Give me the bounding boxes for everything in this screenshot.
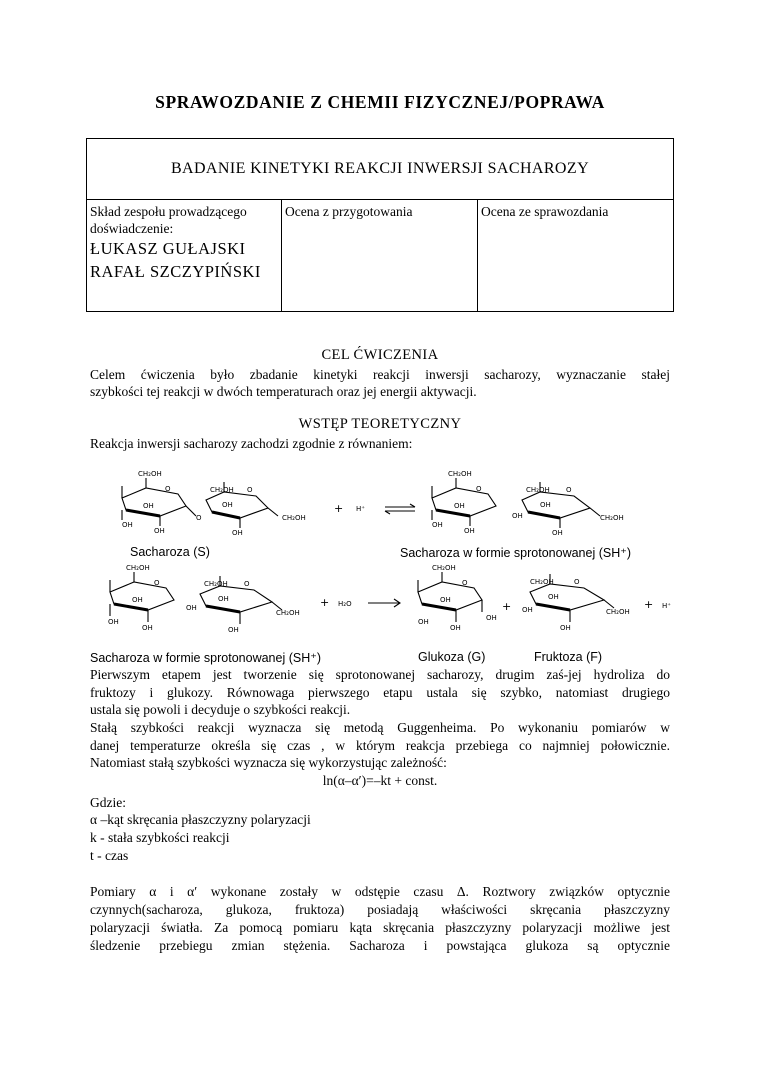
lbl-oh: OH [522,606,533,614]
lbl-oh: OH [132,596,143,604]
lbl-ch2oh: CH₂OH [530,578,554,586]
lbl-o: O [165,485,171,493]
lbl-ch2oh: CH₂OH [606,608,630,616]
lbl-plus: + [502,600,512,613]
document-title: SPRAWOZDANIE Z CHEMII FIZYCZNEJ/POPRAWA [155,92,605,112]
prep-grade-cell [282,199,478,312]
lbl-o: O [154,579,160,587]
p1-line-2: fruktozy i glukozy. Równowaga pierwszego etapu ustala się szybko, natomiast drugiego [90,685,670,700]
lbl-oh: OH [440,596,451,604]
p1-line-1: Pierwszym etapem jest tworzenie się sprotonowanej sacharozy, drugim zaś-jej hydroliza do [90,667,670,682]
subject-title: BADANIE KINETYKI REAKCJI INWERSJI SACHAROZY [87,139,673,200]
caption-sucrose: Sacharoza (S) [130,545,210,559]
team-member-1: ŁUKASZ GUŁAJSKI [90,239,246,258]
lbl-oh: OH [432,521,443,529]
caption-fructose: Fruktoza (F) [534,650,603,664]
lbl-oh: OH [552,529,563,537]
p3-line-3: polaryzacji światła. Za pomocą pomiaru kąta skręcania płaszczyzny polaryzacji możliwe jest [90,920,670,935]
lbl-oh: OH [228,626,239,634]
lbl-o: O [476,485,482,493]
lbl-oh: OH [232,529,243,537]
lbl-ch2oh: CH₂OH [126,564,150,572]
lbl-h-plus: H⁺ [356,505,365,513]
lbl-oh: OH [450,624,461,632]
lbl-oh: OH [418,618,429,626]
def-t: t - czas [90,848,129,863]
team-cell [87,199,282,312]
caption-sucrose-protonated-2: Sacharoza w formie sprotonowanej (SH⁺) [90,651,321,665]
lbl-h-plus: H⁺ [662,602,671,610]
team-label-2: doświadczenie: [90,221,174,236]
team-member-2: RAFAŁ SZCZYPIŃSKI [90,262,261,281]
lbl-ch2oh: CH₂OH [138,470,162,478]
lbl-oh: OH [143,502,154,510]
def-alpha: α –kąt skręcania płaszczyzny polaryzacji [90,812,311,827]
goal-line-2: szybkości tej reakcji w dwóch temperaturach oraz jej energii aktywacji. [90,384,477,399]
lbl-oh: OH [186,604,197,612]
p3-line-4: śledzenie przebiegu zmian stężenia. Sacharoza i powstająca glukoza są optycznie [90,938,670,953]
goal-line-1: Celem ćwiczenia było zbadanie kinetyki reakcji inwersji sacharozy, wyznaczanie stałej [90,367,670,382]
where-label: Gdzie: [90,795,126,810]
lbl-water: H₂O [338,600,352,608]
p1-line-3: ustala się powoli i decyduje o szybkości reakcji. [90,702,351,717]
equation: ln(α–α′)=–kt + const. [322,773,438,788]
lbl-ch2oh: CH₂OH [204,580,228,588]
lbl-ch2oh: CH₂OH [276,609,300,617]
lbl-plus: + [320,596,330,609]
lbl-o: O [247,486,253,494]
lbl-o: O [566,486,572,494]
lbl-oh: OH [222,501,233,509]
prep-grade-label: Ocena z przygotowania [285,204,413,219]
lbl-o: O [196,514,202,522]
report-grade-cell [478,199,674,312]
sucrose-glucose-ring [122,478,196,526]
lbl-oh: OH [464,527,475,535]
lbl-o: O [462,579,468,587]
lbl-oh: OH [142,624,153,632]
lbl-plus: + [334,502,344,515]
p3-line-2: czynnych(sacharoza, glukoza, fruktoza) posiadają właściwości skręcania płaszczyzny [90,902,670,917]
lbl-o: O [574,578,580,586]
reaction-scheme [0,460,760,670]
lbl-oh: OH [218,595,229,603]
intro-heading: WSTĘP TEORETYCZNY [298,416,462,432]
lbl-ch2oh: CH₂OH [448,470,472,478]
lbl-ch2oh: CH₂OH [526,486,550,494]
header-table [86,138,674,312]
lbl-ch2oh: CH₂OH [282,514,306,522]
goal-heading: CEL ĆWICZENIA [321,347,439,363]
lbl-plus: + [644,598,654,611]
lbl-oh: OH [512,512,523,520]
lbl-ch2oh: CH₂OH [210,486,234,494]
lbl-ch2oh: CH₂OH [600,514,624,522]
p2-line-2: danej temperaturze określa się czas , w którym reakcja przebiega co najmniej połowicznie. [90,738,670,753]
lbl-oh: OH [108,618,119,626]
lbl-oh: OH [548,593,559,601]
team-label-1: Skład zespołu prowadzącego [90,204,247,219]
lbl-oh: OH [486,614,497,622]
caption-glucose: Glukoza (G) [418,650,486,664]
p3-line-1: Pomiary α i α′ wykonane zostały w odstępie czasu Δ. Roztwory związków optycznie [90,884,670,899]
lbl-oh: OH [540,501,551,509]
caption-sucrose-protonated: Sacharoza w formie sprotonowanej (SH⁺) [400,546,631,560]
p2-line-1: Stałą szybkości reakcji wyznacza się metodą Guggenheima. Po wykonaniu pomiarów w [90,720,670,735]
lbl-o: O [244,580,250,588]
intro-line: Reakcja inwersji sacharozy zachodzi zgodnie z równaniem: [90,436,413,451]
def-k: k - stała szybkości reakcji [90,830,230,845]
lbl-oh: OH [454,502,465,510]
p2-line-3: Natomiast stałą szybkości wyznacza się wykorzystując zależność: [90,755,447,770]
lbl-oh: OH [560,624,571,632]
lbl-oh: OH [122,521,133,529]
lbl-ch2oh: CH₂OH [432,564,456,572]
lbl-oh: OH [154,527,165,535]
report-grade-label: Ocena ze sprawozdania [481,204,609,219]
